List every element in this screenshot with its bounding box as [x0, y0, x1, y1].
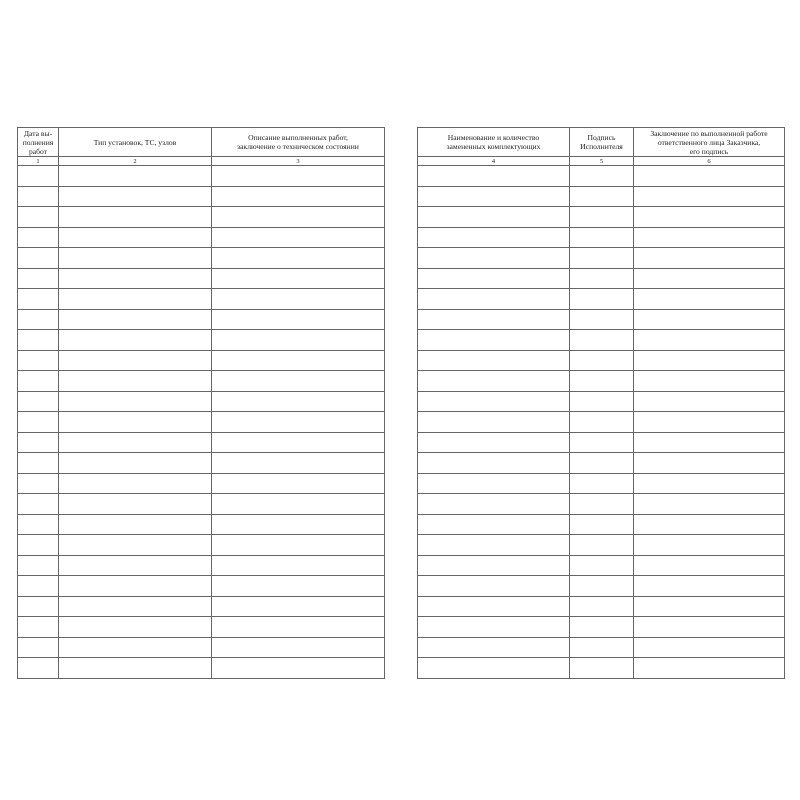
table-row: [418, 248, 785, 269]
table-cell[interactable]: [418, 555, 570, 576]
table-row: [18, 248, 385, 269]
table-row: [18, 617, 385, 638]
table-cell[interactable]: [212, 658, 385, 679]
table-cell[interactable]: [212, 576, 385, 597]
table-cell[interactable]: [59, 494, 212, 515]
table-cell[interactable]: [59, 514, 212, 535]
table-row: [18, 412, 385, 433]
column-number: 6: [634, 157, 785, 166]
table-cell[interactable]: [59, 330, 212, 351]
table-cell[interactable]: [18, 227, 59, 248]
table-row: [18, 186, 385, 207]
table-cell[interactable]: [634, 637, 785, 658]
table-cell[interactable]: [59, 412, 212, 433]
table-row: [18, 494, 385, 515]
table-cell[interactable]: [59, 596, 212, 617]
table-cell[interactable]: [634, 391, 785, 412]
column-number: 3: [212, 157, 385, 166]
table-row: [418, 596, 785, 617]
table-cell[interactable]: [59, 535, 212, 556]
table-row: [418, 658, 785, 679]
table-row: [418, 207, 785, 228]
table-cell[interactable]: [418, 289, 570, 310]
table-cell[interactable]: [634, 617, 785, 638]
table-cell[interactable]: [18, 166, 59, 187]
table-cell[interactable]: [418, 371, 570, 392]
table-cell[interactable]: [59, 576, 212, 597]
table-cell[interactable]: [59, 268, 212, 289]
table-row: [18, 535, 385, 556]
table-cell[interactable]: [570, 371, 634, 392]
table-cell[interactable]: [212, 596, 385, 617]
table-cell[interactable]: [59, 166, 212, 187]
table-row: [18, 371, 385, 392]
table-cell[interactable]: [634, 207, 785, 228]
column-number: 5: [570, 157, 634, 166]
column-number: 4: [418, 157, 570, 166]
table-cell[interactable]: [18, 350, 59, 371]
table-row: [18, 555, 385, 576]
table-cell[interactable]: [418, 330, 570, 351]
table-cell[interactable]: [59, 658, 212, 679]
table-cell[interactable]: [418, 453, 570, 474]
table-cell[interactable]: [570, 289, 634, 310]
table-row: [418, 473, 785, 494]
table-cell[interactable]: [59, 350, 212, 371]
table-cell[interactable]: [18, 473, 59, 494]
table-cell[interactable]: [18, 658, 59, 679]
table-cell[interactable]: [212, 207, 385, 228]
header-row: [418, 128, 785, 157]
table-row: [18, 658, 385, 679]
table-cell[interactable]: [418, 166, 570, 187]
table-row: [418, 576, 785, 597]
table-cell[interactable]: [59, 289, 212, 310]
table-cell[interactable]: [18, 330, 59, 351]
table-cell[interactable]: [59, 309, 212, 330]
table-cell[interactable]: [570, 391, 634, 412]
table-cell[interactable]: [212, 535, 385, 556]
table-cell[interactable]: [18, 617, 59, 638]
header-work-description: Описание выполненных работ, заключение о техническом состоянии: [212, 128, 385, 157]
table-cell[interactable]: [570, 473, 634, 494]
table-cell[interactable]: [570, 309, 634, 330]
table-cell[interactable]: [570, 207, 634, 228]
right-table-body: [418, 166, 785, 679]
table-cell[interactable]: [418, 309, 570, 330]
table-cell[interactable]: [634, 350, 785, 371]
table-cell[interactable]: [570, 350, 634, 371]
table-cell[interactable]: [634, 371, 785, 392]
table-cell[interactable]: [634, 227, 785, 248]
right-log-table: [417, 127, 785, 679]
table-row: [18, 268, 385, 289]
table-row: [418, 268, 785, 289]
table-cell[interactable]: [212, 227, 385, 248]
table-cell[interactable]: [18, 453, 59, 474]
table-row: [418, 166, 785, 187]
table-cell[interactable]: [570, 330, 634, 351]
table-cell[interactable]: [418, 391, 570, 412]
header-date: Дата вы- полнения работ: [18, 128, 59, 157]
header-customer-conclusion: Заключение по выполненной работе ответственного лица Заказчика, его подпись: [634, 128, 785, 157]
table-row: [18, 514, 385, 535]
table-cell[interactable]: [570, 555, 634, 576]
table-cell[interactable]: [570, 658, 634, 679]
table-cell[interactable]: [212, 289, 385, 310]
table-cell[interactable]: [18, 268, 59, 289]
table-cell[interactable]: [418, 658, 570, 679]
table-row: [18, 391, 385, 412]
table-cell[interactable]: [418, 350, 570, 371]
table-cell[interactable]: [418, 412, 570, 433]
table-row: [18, 473, 385, 494]
table-cell[interactable]: [59, 555, 212, 576]
table-cell[interactable]: [418, 617, 570, 638]
table-row: [418, 309, 785, 330]
table-cell[interactable]: [212, 617, 385, 638]
left-log-table: [17, 127, 385, 679]
table-cell[interactable]: [634, 432, 785, 453]
table-row: [18, 350, 385, 371]
table-row: [18, 289, 385, 310]
table-cell[interactable]: [418, 268, 570, 289]
table-cell[interactable]: [59, 371, 212, 392]
table-row: [18, 637, 385, 658]
column-number: 2: [59, 157, 212, 166]
table-cell[interactable]: [18, 514, 59, 535]
table-cell[interactable]: [634, 186, 785, 207]
column-number-row: [418, 157, 785, 166]
table-cell[interactable]: [59, 207, 212, 228]
table-cell[interactable]: [18, 207, 59, 228]
table-cell[interactable]: [570, 535, 634, 556]
table-row: [18, 432, 385, 453]
table-cell[interactable]: [634, 473, 785, 494]
header-replaced-parts: Наименование и количество замененных комплектующих: [418, 128, 570, 157]
table-cell[interactable]: [59, 617, 212, 638]
column-number: 1: [18, 157, 59, 166]
table-cell[interactable]: [570, 268, 634, 289]
table-cell[interactable]: [212, 555, 385, 576]
table-cell[interactable]: [212, 371, 385, 392]
table-cell[interactable]: [59, 391, 212, 412]
table-row: [418, 371, 785, 392]
table-cell[interactable]: [570, 453, 634, 474]
table-cell[interactable]: [18, 309, 59, 330]
table-cell[interactable]: [59, 453, 212, 474]
table-cell[interactable]: [59, 227, 212, 248]
table-cell[interactable]: [634, 576, 785, 597]
table-cell[interactable]: [634, 289, 785, 310]
table-cell[interactable]: [418, 207, 570, 228]
table-cell[interactable]: [59, 248, 212, 269]
table-cell[interactable]: [418, 596, 570, 617]
table-cell[interactable]: [59, 473, 212, 494]
table-cell[interactable]: [18, 535, 59, 556]
table-cell[interactable]: [570, 412, 634, 433]
table-cell[interactable]: [570, 186, 634, 207]
table-cell[interactable]: [18, 432, 59, 453]
table-cell[interactable]: [634, 330, 785, 351]
table-cell[interactable]: [634, 555, 785, 576]
table-cell[interactable]: [634, 535, 785, 556]
table-cell[interactable]: [634, 658, 785, 679]
table-cell[interactable]: [18, 412, 59, 433]
table-cell[interactable]: [18, 371, 59, 392]
header-executor-signature: Подпись Исполнителя: [570, 128, 634, 157]
table-row: [18, 227, 385, 248]
table-cell[interactable]: [418, 186, 570, 207]
table-row: [418, 432, 785, 453]
table-cell[interactable]: [18, 596, 59, 617]
table-cell[interactable]: [634, 412, 785, 433]
table-cell[interactable]: [634, 596, 785, 617]
table-cell[interactable]: [212, 453, 385, 474]
table-cell[interactable]: [570, 432, 634, 453]
table-cell[interactable]: [212, 473, 385, 494]
table-cell[interactable]: [570, 494, 634, 515]
table-cell[interactable]: [570, 514, 634, 535]
table-cell[interactable]: [18, 555, 59, 576]
table-cell[interactable]: [212, 432, 385, 453]
table-row: [418, 350, 785, 371]
table-cell[interactable]: [634, 166, 785, 187]
table-row: [418, 617, 785, 638]
table-cell[interactable]: [634, 309, 785, 330]
table-cell[interactable]: [570, 166, 634, 187]
table-cell[interactable]: [18, 637, 59, 658]
table-cell[interactable]: [212, 494, 385, 515]
table-cell[interactable]: [212, 350, 385, 371]
table-cell[interactable]: [212, 186, 385, 207]
table-cell[interactable]: [212, 412, 385, 433]
table-cell[interactable]: [570, 596, 634, 617]
table-row: [18, 576, 385, 597]
table-cell[interactable]: [212, 268, 385, 289]
table-cell[interactable]: [212, 391, 385, 412]
table-cell[interactable]: [212, 166, 385, 187]
table-row: [418, 227, 785, 248]
table-cell[interactable]: [418, 576, 570, 597]
table-cell[interactable]: [59, 637, 212, 658]
table-cell[interactable]: [634, 268, 785, 289]
table-row: [18, 330, 385, 351]
table-cell[interactable]: [212, 637, 385, 658]
header-unit-type: Тип установок, ТС, узлов: [59, 128, 212, 157]
table-cell[interactable]: [59, 432, 212, 453]
table-cell[interactable]: [418, 494, 570, 515]
table-cell[interactable]: [634, 453, 785, 474]
table-row: [418, 391, 785, 412]
table-cell[interactable]: [18, 576, 59, 597]
header-row: [18, 128, 385, 157]
table-row: [418, 555, 785, 576]
table-row: [418, 494, 785, 515]
table-cell[interactable]: [212, 309, 385, 330]
left-table-body: [18, 166, 385, 679]
table-cell[interactable]: [18, 248, 59, 269]
table-cell[interactable]: [418, 514, 570, 535]
table-row: [18, 596, 385, 617]
table-cell[interactable]: [418, 535, 570, 556]
table-row: [18, 453, 385, 474]
table-cell[interactable]: [212, 514, 385, 535]
table-row: [418, 535, 785, 556]
table-row: [18, 309, 385, 330]
table-cell[interactable]: [418, 473, 570, 494]
table-cell[interactable]: [634, 494, 785, 515]
column-number-row: [18, 157, 385, 166]
table-cell[interactable]: [570, 617, 634, 638]
table-row: [418, 330, 785, 351]
table-cell[interactable]: [418, 637, 570, 658]
table-cell[interactable]: [634, 514, 785, 535]
table-cell[interactable]: [18, 494, 59, 515]
table-row: [18, 207, 385, 228]
table-cell[interactable]: [570, 227, 634, 248]
table-cell[interactable]: [212, 248, 385, 269]
table-row: [418, 289, 785, 310]
table-cell[interactable]: [18, 289, 59, 310]
table-cell[interactable]: [18, 391, 59, 412]
table-cell[interactable]: [570, 248, 634, 269]
table-cell[interactable]: [212, 330, 385, 351]
table-cell[interactable]: [570, 576, 634, 597]
table-cell[interactable]: [418, 432, 570, 453]
table-row: [418, 514, 785, 535]
table-cell[interactable]: [59, 186, 212, 207]
table-cell[interactable]: [634, 248, 785, 269]
table-row: [418, 186, 785, 207]
table-cell[interactable]: [18, 186, 59, 207]
table-cell[interactable]: [418, 227, 570, 248]
table-row: [418, 412, 785, 433]
table-cell[interactable]: [418, 248, 570, 269]
table-cell[interactable]: [570, 637, 634, 658]
table-row: [18, 166, 385, 187]
table-row: [418, 453, 785, 474]
table-row: [418, 637, 785, 658]
